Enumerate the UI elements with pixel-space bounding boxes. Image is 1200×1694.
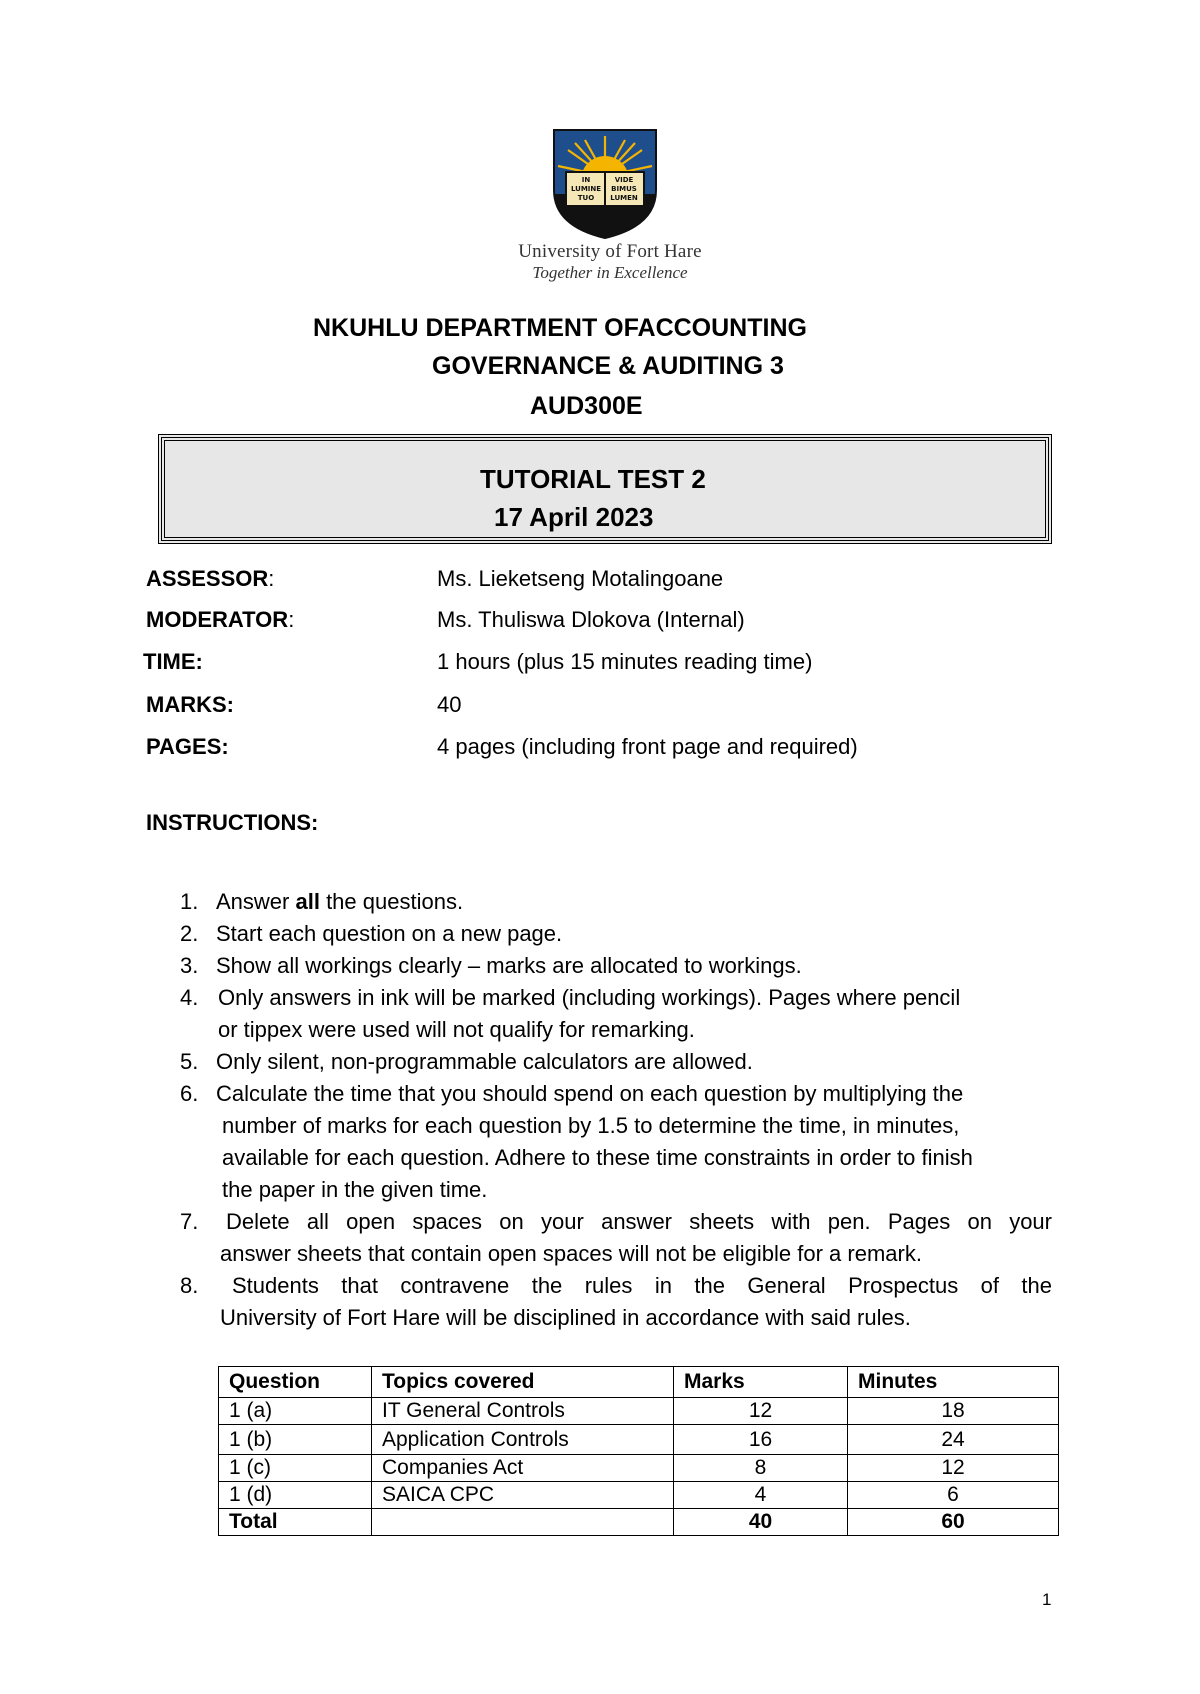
table-cell: 40: [674, 1509, 848, 1536]
instruction-text: Students that contravene the rules in the General Prospectus of the University of Fort Hare will be disciplined in accordance with said rules.: [220, 1273, 1052, 1330]
university-name: University of Fort Hare: [518, 241, 702, 262]
svg-text:LUMINE: LUMINE: [570, 185, 602, 193]
test-title-box: [158, 434, 1052, 544]
table-total-row: [219, 1509, 1059, 1536]
table-cell: Companies Act: [372, 1455, 674, 1482]
svg-text:LUMEN: LUMEN: [610, 194, 638, 202]
svg-text:TUO: TUO: [577, 194, 595, 202]
table-cell: 1 (d): [219, 1482, 372, 1509]
table-cell: 1 (a): [219, 1398, 372, 1425]
column-header: Topics covered: [372, 1367, 674, 1398]
instruction-text: Start each question on a new page.: [216, 921, 563, 946]
info-row-time: [143, 649, 1043, 679]
svg-text:VIDE: VIDE: [614, 176, 634, 184]
table-row: [219, 1482, 1059, 1509]
instruction-text: Answer all the questions.: [216, 889, 464, 914]
instruction-text: Only silent, non-programmable calculators are allowed.: [216, 1049, 753, 1074]
course-heading: GOVERNANCE & AUDITING 3: [432, 352, 784, 380]
info-value: Ms. Thuliswa Dlokova (Internal): [437, 607, 745, 632]
university-tagline: Together in Excellence: [532, 263, 688, 282]
table-cell: 16: [674, 1425, 848, 1455]
course-code: AUD300E: [530, 392, 643, 420]
test-title: TUTORIAL TEST 2: [480, 464, 706, 494]
instruction-text: Show all workings clearly – marks are allocated to workings.: [216, 953, 802, 978]
instruction-number: 1.: [180, 889, 199, 914]
instruction-number: 6.: [180, 1081, 199, 1106]
instruction-number: 7.: [180, 1209, 199, 1234]
column-header: Marks: [674, 1367, 848, 1398]
instruction-number: 2.: [180, 921, 199, 946]
table-cell: 8: [674, 1455, 848, 1482]
instruction-text: Calculate the time that you should spend on each question by multiplying the number of marks for each question by 1.5 to determine the time, in minutes, available for each question. Adhere to these time constraints in order to finish the paper in the given time.: [216, 1081, 973, 1202]
svg-text:BIMUS: BIMUS: [611, 185, 637, 193]
table-cell: 6: [848, 1482, 1059, 1509]
column-header: Question: [219, 1367, 372, 1398]
university-logo: [490, 128, 730, 288]
info-value: 40: [437, 692, 462, 717]
university-crest-icon: [550, 128, 660, 240]
department-heading: NKUHLU DEPARTMENT OFACCOUNTING: [313, 314, 807, 342]
table-cell: [372, 1509, 674, 1536]
info-row-assessor: [146, 566, 1046, 596]
table-header-row: [219, 1367, 1059, 1398]
info-row-marks: [146, 692, 1046, 722]
table-cell: 12: [848, 1455, 1059, 1482]
info-label: MARKS:: [146, 692, 234, 717]
table-row: [219, 1425, 1059, 1455]
table-cell: 1 (c): [219, 1455, 372, 1482]
table-row: [219, 1398, 1059, 1425]
page-number: 1: [1042, 1590, 1052, 1609]
info-label: TIME:: [143, 649, 203, 674]
table-cell: 1 (b): [219, 1425, 372, 1455]
instructions-heading: INSTRUCTIONS:: [146, 810, 319, 835]
info-row-moderator: [146, 607, 1046, 637]
marks-allocation-table: [218, 1366, 1059, 1536]
info-value: 4 pages (including front page and required): [437, 734, 858, 759]
table-cell: 60: [848, 1509, 1059, 1536]
table-cell: IT General Controls: [372, 1398, 674, 1425]
instruction-number: 4.: [180, 985, 199, 1010]
table-row: [219, 1455, 1059, 1482]
table-cell: 24: [848, 1425, 1059, 1455]
table-cell: Application Controls: [372, 1425, 674, 1455]
table-cell: 12: [674, 1398, 848, 1425]
instruction-number: 5.: [180, 1049, 199, 1074]
column-header: Minutes: [848, 1367, 1059, 1398]
info-value: Ms. Lieketseng Motalingoane: [437, 566, 724, 591]
info-value: 1 hours (plus 15 minutes reading time): [437, 649, 813, 674]
instruction-number: 3.: [180, 953, 199, 978]
table-cell: Total: [219, 1509, 372, 1536]
table-cell: 4: [674, 1482, 848, 1509]
table-cell: SAICA CPC: [372, 1482, 674, 1509]
test-date: 17 April 2023: [494, 502, 654, 532]
info-label: PAGES:: [146, 734, 229, 759]
instruction-text: Delete all open spaces on your answer sheets with pen. Pages on your answer sheets that contain open spaces will not be eligible for a remark.: [220, 1209, 1052, 1266]
instruction-text: Only answers in ink will be marked (including workings). Pages where pencil or tippex were used will not qualify for remarking.: [218, 985, 961, 1042]
info-label: MODERATOR:: [146, 607, 295, 632]
svg-text:IN: IN: [581, 176, 591, 184]
info-row-pages: [146, 734, 1046, 764]
instruction-number: 8.: [180, 1273, 199, 1298]
table-cell: 18: [848, 1398, 1059, 1425]
info-label: ASSESSOR:: [146, 566, 275, 591]
